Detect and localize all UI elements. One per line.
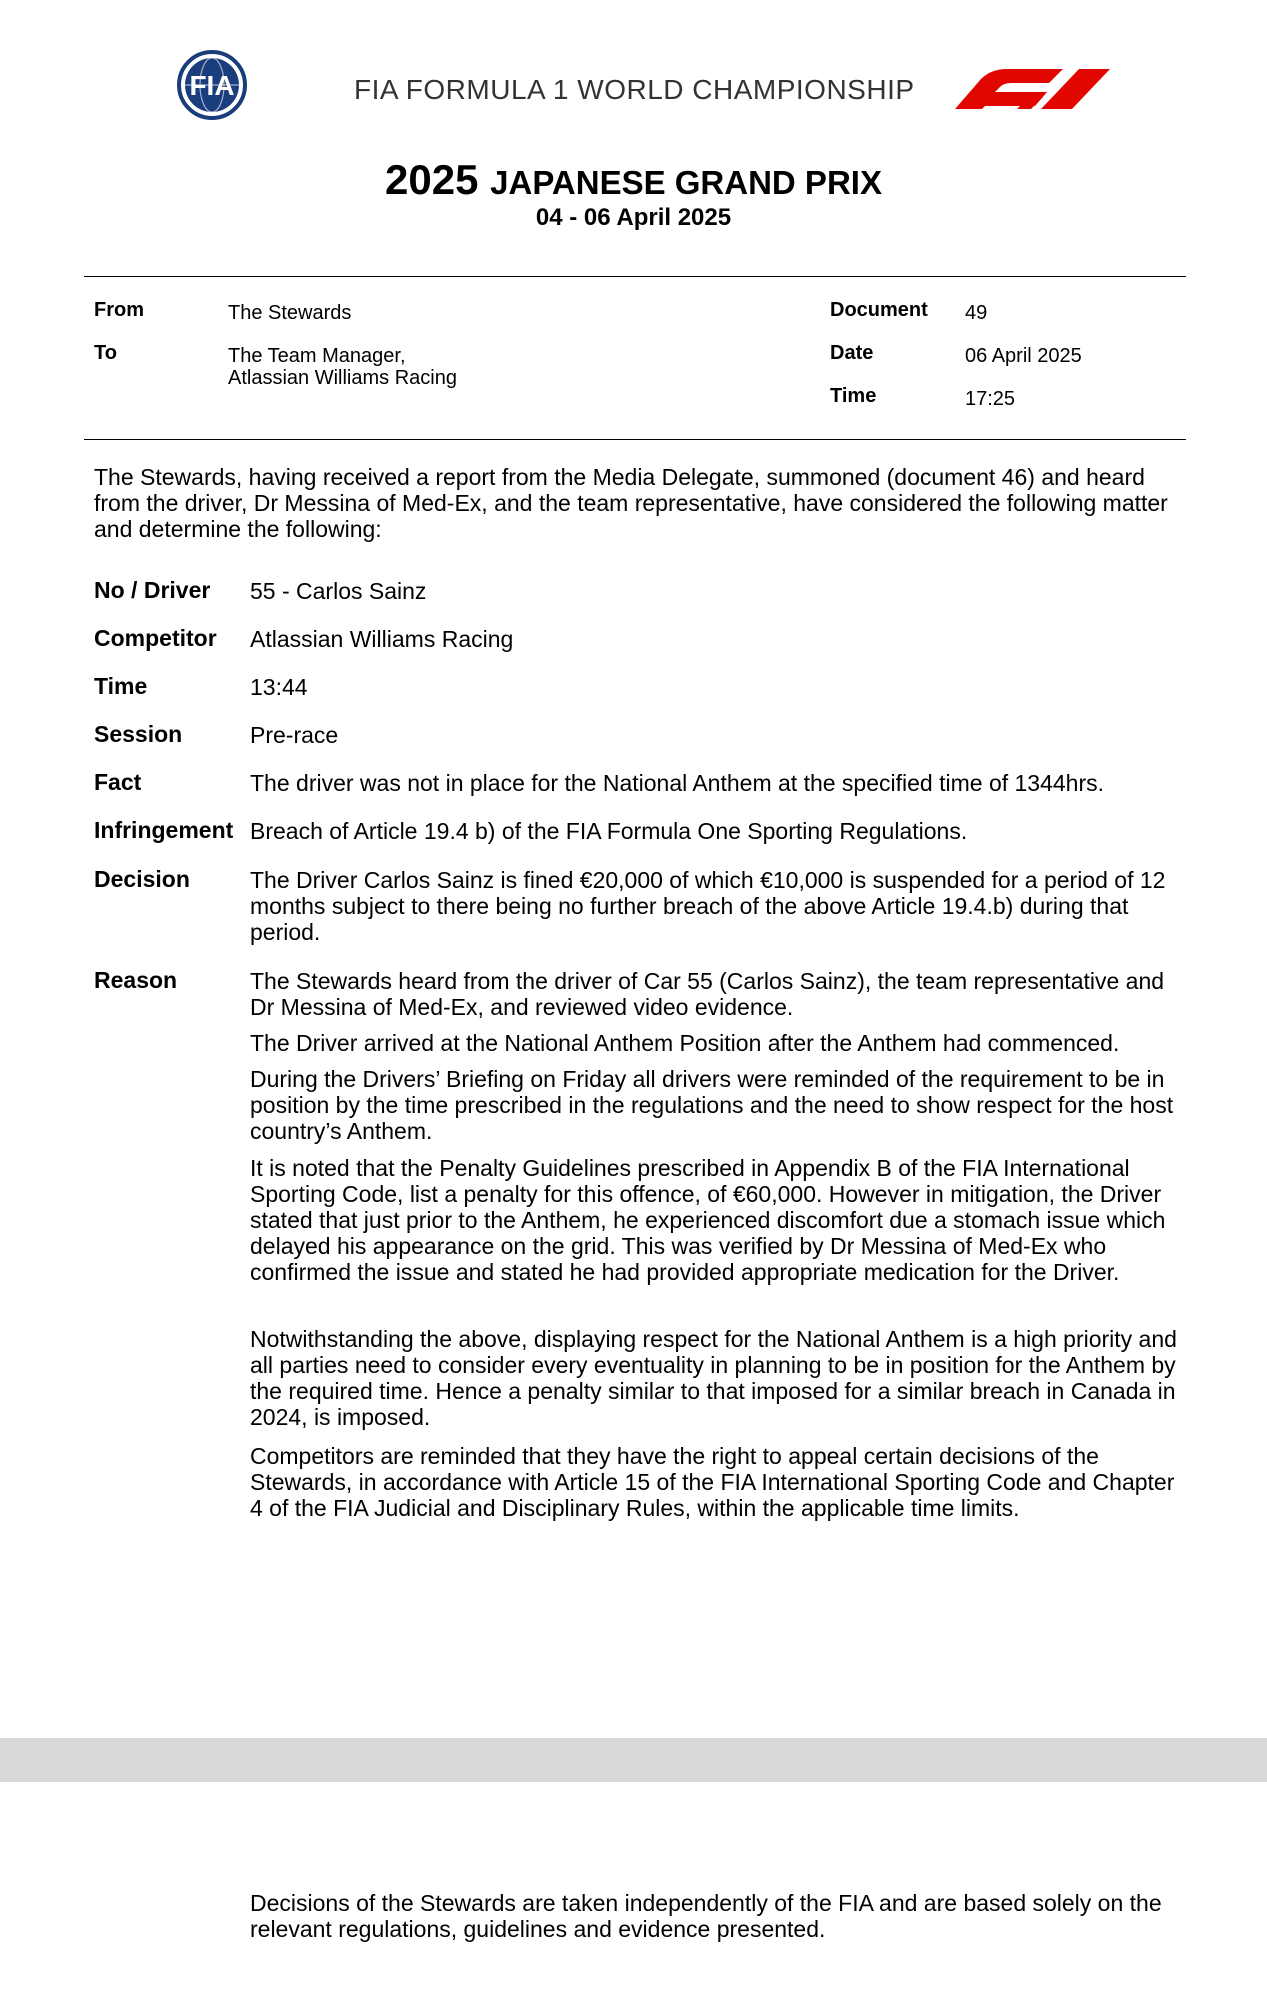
fia-logo [158, 50, 266, 120]
reason-paragraph: Competitors are reminded that they have the right to appeal certain decisions of the Stewards, in accordance with Article 15 of the FIA International Sporting Code and Chapter 4 of the FIA Judicial and Disciplinary Rules, within the applicable time limits. [250, 1443, 1175, 1521]
to-value-line2: Atlassian Williams Racing [228, 367, 457, 389]
competitor-label: Competitor [94, 625, 217, 651]
championship-title: FIA FORMULA 1 WORLD CHAMPIONSHIP [354, 74, 915, 105]
top-divider [84, 276, 1186, 277]
event-year: 2025 [385, 156, 479, 203]
fact-value: The driver was not in place for the National Anthem at the specified time of 1344hrs. [250, 770, 1105, 796]
f1-logo [955, 67, 1110, 109]
footer-band [0, 1738, 1267, 1782]
time-value: 17:25 [965, 388, 1016, 410]
header-divider [84, 439, 1186, 440]
decision-label: Decision [94, 866, 190, 892]
session-value: Pre-race [250, 722, 339, 748]
decision-value: The Driver Carlos Sainz is fined €20,000 of which €10,000 is suspended for a period of 12 months subject to there being no further breach of the above Article 19.4.b) during that period. [250, 867, 1166, 945]
date-label: Date [830, 342, 874, 364]
date-value: 06 April 2025 [965, 345, 1082, 367]
reason-paragraph: It is noted that the Penalty Guidelines prescribed in Appendix B of the FIA International Sporting Code, list a penalty for this offence, of €60,000. However in mitigation, the Driver stated that just prior to the Anthem, he experienced discomfort due a stomach issue which delayed his appearance on the grid. This was verified by Dr Messina of Med-Ex who confirmed the issue and stated he had provided appropriate medication for the Driver. [250, 1155, 1166, 1285]
from-value: The Stewards [228, 302, 352, 324]
driver-label: No / Driver [94, 577, 211, 603]
session-label: Session [94, 721, 183, 747]
incident-time-value: 13:44 [250, 674, 308, 700]
competitor-value: Atlassian Williams Racing [250, 626, 514, 652]
event-title [0, 156, 1267, 207]
time-label: Time [830, 385, 877, 407]
fia-logo-text: FIA [189, 70, 235, 101]
intro-paragraph: The Stewards, having received a report from the Media Delegate, summoned (document 46) and heard from the driver, Dr Messina of Med-Ex, and the team representative, have considered the following matter and determine the following: [94, 464, 1168, 542]
infringement-label: Infringement [94, 817, 234, 843]
document-value: 49 [965, 302, 988, 324]
from-label: From [94, 299, 144, 321]
to-label: To [94, 342, 117, 364]
reason-label: Reason [94, 967, 178, 993]
to-value [228, 345, 457, 389]
document-label: Document [830, 299, 928, 321]
footer-note: Decisions of the Stewards are taken independently of the FIA and are based solely on the relevant regulations, guidelines and evidence presented. [250, 1890, 1162, 1942]
event-dates: 04 - 06 April 2025 [535, 204, 732, 231]
reason-paragraph: The Driver arrived at the National Anthem Position after the Anthem had commenced. [250, 1030, 1120, 1056]
reason-paragraph: During the Drivers’ Briefing on Friday all drivers were reminded of the requirement to be in position by the time prescribed in the regulations and the need to show respect for the host country’s Anthem. [250, 1066, 1174, 1144]
reason-paragraph: The Stewards heard from the driver of Car 55 (Carlos Sainz), the team representative and Dr Messina of Med-Ex, and reviewed video evidence. [250, 968, 1165, 1020]
driver-value: 55 - Carlos Sainz [250, 578, 427, 604]
fact-label: Fact [94, 769, 142, 795]
event-name: JAPANESE GRAND PRIX [490, 164, 882, 201]
to-value-line1: The Team Manager, [228, 345, 406, 367]
infringement-value: Breach of Article 19.4 b) of the FIA Formula One Sporting Regulations. [250, 818, 968, 844]
reason-paragraph: Notwithstanding the above, displaying respect for the National Anthem is a high priority and all parties need to consider every eventuality in planning to be in position for the Anthem by the required time. Hence a penalty similar to that imposed for a similar breach in Canada in 2024, is imposed. [250, 1326, 1177, 1430]
incident-time-label: Time [94, 673, 148, 699]
